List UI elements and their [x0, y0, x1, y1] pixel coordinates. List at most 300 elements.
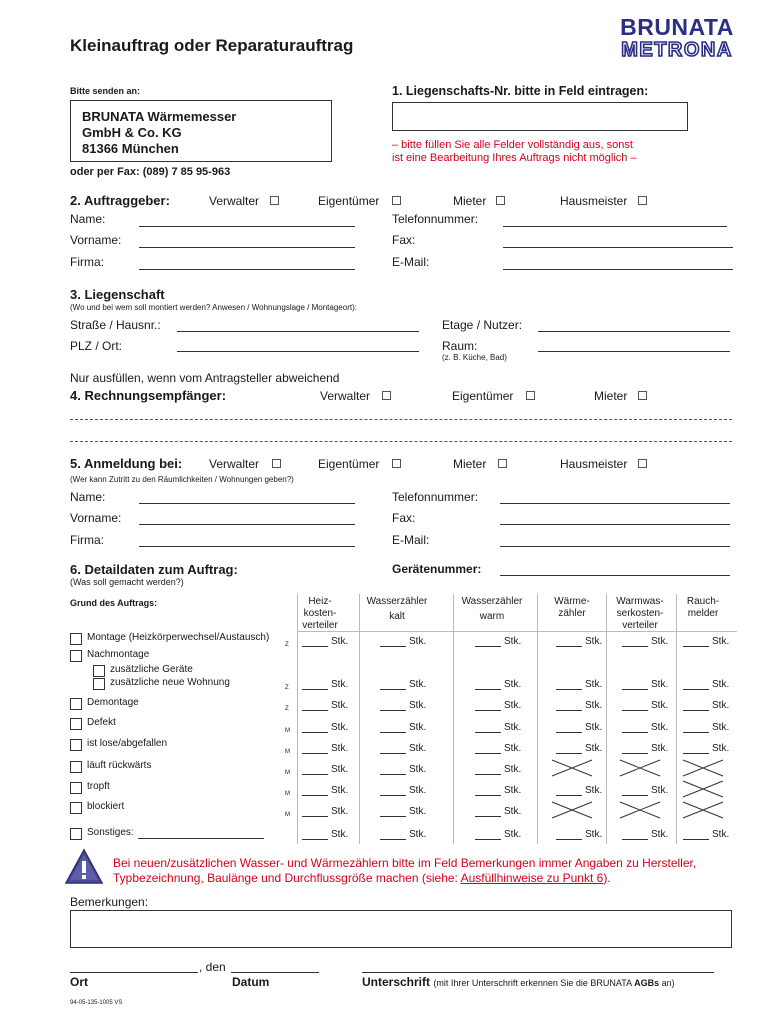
quantity-blank[interactable] [475, 636, 501, 647]
reason-checkbox[interactable] [70, 718, 82, 730]
col-header-line: Warmwas- [616, 596, 664, 607]
quantity-field[interactable] [556, 785, 602, 796]
quantity-field[interactable] [475, 743, 521, 754]
quantity-unit: Stk. [409, 636, 427, 647]
quantity-blank[interactable] [302, 806, 328, 817]
col-header-line: zähler [558, 608, 586, 619]
section-4-title: 4. Rechnungsempfänger: [70, 388, 227, 403]
reason-label: blockiert [87, 801, 125, 812]
reason-code: M [285, 812, 290, 818]
quantity-blank[interactable] [380, 636, 406, 647]
quantity-unit: Stk. [651, 679, 669, 690]
quantity-blank[interactable] [302, 829, 328, 840]
quantity-blank[interactable] [475, 700, 501, 711]
s5-email-field[interactable] [500, 546, 730, 547]
den-label: , den [199, 960, 226, 974]
reason-checkbox[interactable] [70, 761, 82, 773]
quantity-field[interactable] [302, 829, 348, 840]
quantity-field[interactable] [302, 722, 348, 733]
s2-telefon-label: Telefonnummer: [392, 212, 479, 226]
quantity-field[interactable] [380, 636, 426, 647]
quantity-field[interactable] [683, 700, 729, 711]
quantity-blank[interactable] [380, 743, 406, 754]
quantity-field[interactable] [302, 764, 348, 775]
quantity-unit: Stk. [331, 722, 349, 733]
quantity-unit: Stk. [409, 700, 427, 711]
quantity-blank[interactable] [683, 722, 709, 733]
signature-note-suffix: an) [659, 978, 675, 988]
s5-name-label: Name: [70, 490, 106, 504]
quantity-blank[interactable] [556, 679, 582, 690]
quantity-blank[interactable] [556, 785, 582, 796]
s2-role-verwalter-label: Verwalter [209, 194, 260, 208]
quantity-field[interactable] [622, 679, 668, 690]
section-3-subtitle: (Wo und bei wem soll montiert werden? Anwesen / Wohnungslage / Montageort): [70, 303, 357, 312]
quantity-field[interactable] [380, 722, 426, 733]
quantity-unit: Stk. [331, 743, 349, 754]
logo-bottom-text: METRONA [621, 39, 733, 60]
s5-role-hausmeister-label: Hausmeister [560, 457, 628, 471]
quantity-unit: Stk. [409, 679, 427, 690]
reason-code: M [285, 770, 290, 776]
quantity-unit: Stk. [585, 785, 603, 796]
s5-mieter-checkbox[interactable] [498, 459, 507, 468]
quantity-unit: Stk. [331, 679, 349, 690]
quantity-field[interactable] [302, 743, 348, 754]
s5-role-mieter-label: Mieter [453, 457, 487, 471]
quantity-blank[interactable] [380, 806, 406, 817]
quantity-field[interactable] [556, 722, 602, 733]
quantity-blank[interactable] [556, 743, 582, 754]
s3-plz-label: PLZ / Ort: [70, 339, 123, 353]
signature-label-line [362, 975, 675, 989]
quantity-blank[interactable] [475, 764, 501, 775]
not-applicable-cross-icon [550, 800, 594, 820]
quantity-unit: Stk. [331, 700, 349, 711]
quantity-unit: Stk. [504, 679, 522, 690]
quantity-field[interactable] [302, 806, 348, 817]
s3-plz-field[interactable] [177, 351, 419, 352]
s5-telefon-label: Telefonnummer: [392, 490, 479, 504]
quantity-blank[interactable] [683, 700, 709, 711]
address-line-1: BRUNATA Wärmemesser [82, 109, 237, 124]
quantity-blank[interactable] [380, 700, 406, 711]
quantity-unit: Stk. [331, 636, 349, 647]
section-6-subtitle: (Was soll gemacht werden?) [70, 577, 184, 587]
col-header-line: verteiler [622, 620, 658, 631]
quantity-field[interactable] [380, 700, 426, 711]
reason-code: Z [285, 685, 289, 691]
quantity-blank[interactable] [622, 743, 648, 754]
quantity-blank[interactable] [475, 722, 501, 733]
reason-label: Montage (Heizkörperwechsel/Austausch) [87, 632, 270, 643]
quantity-unit: Stk. [331, 829, 349, 840]
fax-line: oder per Fax: (089) 7 85 95-963 [70, 166, 231, 178]
not-applicable-cross-icon [681, 779, 725, 799]
s2-email-label: E-Mail: [392, 255, 430, 269]
s5-telefon-field[interactable] [500, 503, 730, 504]
table-header-divider [297, 631, 737, 632]
quantity-blank[interactable] [556, 722, 582, 733]
s2-vorname-field[interactable] [139, 247, 355, 248]
quantity-unit: Stk. [585, 743, 603, 754]
warning-line-2-suffix: ). [603, 871, 611, 885]
s4-role-verwalter-label: Verwalter [320, 389, 371, 403]
quantity-unit: Stk. [331, 806, 349, 817]
address-line-2: GmbH & Co. KG [82, 125, 182, 140]
reason-checkbox[interactable] [70, 650, 82, 662]
quantity-field[interactable] [622, 722, 668, 733]
section-4-pre-note: Nur ausfüllen, wenn vom Antragsteller abweichend [70, 371, 340, 385]
s4-role-mieter-label: Mieter [594, 389, 628, 403]
quantity-blank[interactable] [302, 743, 328, 754]
sonstiges-field[interactable] [138, 838, 264, 839]
quantity-unit: Stk. [651, 829, 669, 840]
reason-checkbox[interactable] [70, 739, 82, 751]
reason-code: Z [285, 642, 289, 648]
reason-checkbox[interactable] [93, 678, 105, 690]
quantity-field[interactable] [683, 679, 729, 690]
quantity-field[interactable] [683, 743, 729, 754]
s5-name-field[interactable] [139, 503, 355, 504]
quantity-unit: Stk. [651, 636, 669, 647]
s3-room-label: Raum: [442, 339, 478, 353]
s4-recipient-line-1[interactable] [70, 419, 732, 420]
quantity-blank[interactable] [302, 722, 328, 733]
form-code: 94-05-135-1005 VS [70, 1000, 123, 1006]
section-2-title: 2. Auftraggeber: [70, 193, 170, 208]
reason-checkbox[interactable] [70, 633, 82, 645]
quantity-blank[interactable] [475, 743, 501, 754]
quantity-blank[interactable] [302, 679, 328, 690]
s3-floor-field[interactable] [538, 331, 730, 332]
not-applicable-cross-icon [550, 758, 594, 778]
warning-line-2 [113, 871, 611, 885]
quantity-unit: Stk. [651, 722, 669, 733]
datum-field[interactable] [231, 972, 319, 973]
quantity-field[interactable] [302, 679, 348, 690]
quantity-unit: Stk. [504, 764, 522, 775]
quantity-field[interactable] [380, 806, 426, 817]
reason-label: läuft rückwärts [87, 760, 152, 771]
s5-firma-label: Firma: [70, 533, 104, 547]
quantity-field[interactable] [622, 743, 668, 754]
col-header-line: kosten- [303, 608, 337, 619]
quantity-blank[interactable] [475, 679, 501, 690]
remarks-label: Bemerkungen: [70, 895, 149, 909]
quantity-unit: Stk. [504, 722, 522, 733]
quantity-blank[interactable] [622, 700, 648, 711]
quantity-unit: Stk. [712, 743, 730, 754]
quantity-blank[interactable] [556, 829, 582, 840]
quantity-unit: Stk. [651, 700, 669, 711]
s3-street-field[interactable] [177, 331, 419, 332]
notice-line-2: ist eine Bearbeitung Ihres Auftrags nicht möglich – [392, 152, 637, 164]
device-no-label: Gerätenummer: [392, 562, 482, 576]
quantity-unit: Stk. [651, 785, 669, 796]
quantity-field[interactable] [475, 785, 521, 796]
quantity-field[interactable] [475, 722, 521, 733]
quantity-unit: Stk. [409, 806, 427, 817]
col-header-line: Wärme- [554, 596, 590, 607]
signature-note-agb: AGBs [634, 978, 660, 988]
s2-firma-label: Firma: [70, 255, 104, 269]
quantity-field[interactable] [683, 636, 729, 647]
quantity-blank[interactable] [622, 785, 648, 796]
s2-name-field[interactable] [139, 226, 355, 227]
quantity-unit: Stk. [585, 679, 603, 690]
quantity-blank[interactable] [622, 829, 648, 840]
quantity-unit: Stk. [331, 785, 349, 796]
col-header-line: verteiler [302, 620, 338, 631]
property-no-label: 1. Liegenschafts-Nr. bitte in Feld eintragen: [392, 84, 649, 98]
quantity-blank[interactable] [475, 806, 501, 817]
s3-room-hint: (z. B. Küche, Bad) [442, 353, 507, 362]
quantity-field[interactable] [622, 829, 668, 840]
quantity-field[interactable] [302, 700, 348, 711]
quantity-blank[interactable] [556, 636, 582, 647]
s5-eigentuemer-checkbox[interactable] [392, 459, 401, 468]
s2-role-eigentuemer-label: Eigentümer [318, 194, 380, 208]
not-applicable-cross-icon [681, 758, 725, 778]
quantity-blank[interactable] [302, 700, 328, 711]
quantity-field[interactable] [556, 829, 602, 840]
quantity-blank[interactable] [380, 722, 406, 733]
reason-checkbox[interactable] [70, 782, 82, 794]
quantity-field[interactable] [556, 700, 602, 711]
quantity-field[interactable] [302, 785, 348, 796]
s4-recipient-line-2[interactable] [70, 441, 732, 442]
quantity-field[interactable] [302, 636, 348, 647]
col-header-wz-warm [456, 596, 528, 623]
signature-note-prefix: (mit Ihrer Unterschrift erkennen Sie die BRUNATA [433, 978, 635, 988]
ort-label: Ort [70, 975, 88, 989]
signature-field[interactable] [362, 972, 714, 973]
quantity-field[interactable] [556, 743, 602, 754]
reason-checkbox[interactable] [70, 802, 82, 814]
reason-code: M [285, 791, 290, 797]
s5-vorname-label: Vorname: [70, 511, 122, 525]
quantity-field[interactable] [475, 806, 521, 817]
s5-role-verwalter-label: Verwalter [209, 457, 260, 471]
reason-label: tropft [87, 781, 110, 792]
section-5-subtitle: (Wer kann Zutritt zu den Räumlichkeiten / Wohnungen geben?) [70, 475, 294, 484]
quantity-blank[interactable] [302, 764, 328, 775]
quantity-unit: Stk. [504, 806, 522, 817]
quantity-field[interactable] [475, 700, 521, 711]
s2-hausmeister-checkbox[interactable] [638, 196, 647, 205]
warning-triangle-graphic [64, 848, 104, 886]
reason-checkbox[interactable] [70, 698, 82, 710]
quantity-blank[interactable] [683, 679, 709, 690]
warning-help-link[interactable]: Ausfüllhinweise zu Punkt 6 [460, 871, 604, 885]
signature-label: Unterschrift [362, 975, 431, 989]
reason-label: ist lose/abgefallen [87, 738, 168, 749]
col-header-line: Heiz- [308, 596, 332, 607]
quantity-unit: Stk. [651, 743, 669, 754]
s4-verwalter-checkbox[interactable] [382, 391, 391, 400]
quantity-blank[interactable] [556, 700, 582, 711]
quantity-field[interactable] [475, 829, 521, 840]
quantity-unit: Stk. [712, 679, 730, 690]
quantity-field[interactable] [380, 679, 426, 690]
s5-fax-field[interactable] [500, 524, 730, 525]
quantity-unit: Stk. [712, 722, 730, 733]
section-6-title: 6. Detaildaten zum Auftrag: [70, 562, 238, 577]
s5-vorname-field[interactable] [139, 524, 355, 525]
quantity-field[interactable] [380, 743, 426, 754]
logo-graphic [612, 14, 742, 60]
brunata-metrona-logo [612, 14, 742, 60]
s4-mieter-checkbox[interactable] [638, 391, 647, 400]
quantity-unit: Stk. [712, 636, 730, 647]
s3-floor-label: Etage / Nutzer: [442, 318, 523, 332]
quantity-field[interactable] [475, 764, 521, 775]
reason-label: Defekt [87, 717, 116, 728]
reason-checkbox[interactable] [93, 665, 105, 677]
quantity-blank[interactable] [380, 829, 406, 840]
quantity-blank[interactable] [475, 785, 501, 796]
reason-label: Nachmontage [87, 649, 150, 660]
s2-fax-label: Fax: [392, 233, 416, 247]
col-header-line: warm [479, 611, 505, 622]
s5-email-label: E-Mail: [392, 533, 430, 547]
s2-telefon-field[interactable] [503, 226, 727, 227]
quantity-blank[interactable] [380, 679, 406, 690]
s2-role-hausmeister-label: Hausmeister [560, 194, 628, 208]
quantity-blank[interactable] [302, 785, 328, 796]
s2-firma-field[interactable] [139, 269, 355, 270]
quantity-unit: Stk. [409, 829, 427, 840]
reason-label: Sonstiges: [87, 827, 134, 838]
quantity-unit: Stk. [504, 636, 522, 647]
s5-role-eigentuemer-label: Eigentümer [318, 457, 380, 471]
quantity-blank[interactable] [380, 785, 406, 796]
quantity-field[interactable] [380, 764, 426, 775]
quantity-unit: Stk. [504, 700, 522, 711]
quantity-field[interactable] [475, 636, 521, 647]
quantity-unit: Stk. [585, 636, 603, 647]
col-header-rauch [667, 596, 739, 620]
quantity-unit: Stk. [409, 722, 427, 733]
quantity-blank[interactable] [622, 636, 648, 647]
s4-role-eigentuemer-label: Eigentümer [452, 389, 514, 403]
quantity-field[interactable] [683, 829, 729, 840]
quantity-field[interactable] [622, 636, 668, 647]
warning-line-1: Bei neuen/zusätzlichen Wasser- und Wärmezählern bitte im Feld Bemerkungen immer Angaben zu Hersteller, [113, 856, 697, 870]
notice-line-1: – bitte füllen Sie alle Felder vollständig aus, sonst [392, 139, 633, 151]
s2-mieter-checkbox[interactable] [496, 196, 505, 205]
s3-room-field[interactable] [538, 351, 730, 352]
quantity-unit: Stk. [712, 829, 730, 840]
not-applicable-cross-icon [618, 800, 662, 820]
quantity-unit: Stk. [504, 743, 522, 754]
quantity-blank[interactable] [302, 636, 328, 647]
datum-label: Datum [232, 975, 270, 989]
device-no-field[interactable] [500, 575, 730, 576]
quantity-unit: Stk. [585, 722, 603, 733]
quantity-field[interactable] [380, 829, 426, 840]
send-to-label: Bitte senden an: [70, 86, 141, 96]
section-5-title: 5. Anmeldung bei: [70, 456, 183, 471]
quantity-unit: Stk. [409, 743, 427, 754]
reason-checkbox[interactable] [70, 828, 82, 840]
quantity-unit: Stk. [409, 785, 427, 796]
logo-top-text: BRUNATA [620, 14, 734, 40]
quantity-field[interactable] [380, 785, 426, 796]
quantity-blank[interactable] [683, 829, 709, 840]
s3-street-label: Straße / Hausnr.: [70, 318, 161, 332]
reason-label: Demontage [87, 697, 139, 708]
reason-header: Grund des Auftrags: [70, 598, 158, 608]
col-header-warmwasser [604, 596, 676, 632]
reason-label: zusätzliche Geräte [110, 664, 193, 675]
s5-hausmeister-checkbox[interactable] [638, 459, 647, 468]
quantity-blank[interactable] [622, 722, 648, 733]
quantity-blank[interactable] [683, 743, 709, 754]
quantity-unit: Stk. [712, 700, 730, 711]
quantity-unit: Stk. [331, 764, 349, 775]
s2-verwalter-checkbox[interactable] [270, 196, 279, 205]
quantity-blank[interactable] [683, 636, 709, 647]
col-header-heizkosten [284, 596, 356, 632]
col-header-line: Rauch- [686, 596, 720, 607]
col-header-line: Wasserzähler [366, 596, 428, 607]
warning-icon [64, 848, 104, 886]
s5-verwalter-checkbox[interactable] [272, 459, 281, 468]
page-title: Kleinauftrag oder Reparaturauftrag [70, 36, 354, 55]
col-header-waerme [536, 596, 608, 620]
s5-fax-label: Fax: [392, 511, 416, 525]
quantity-field[interactable] [622, 785, 668, 796]
quantity-field[interactable] [556, 636, 602, 647]
address-line-3: 81366 München [82, 141, 179, 156]
quantity-unit: Stk. [409, 764, 427, 775]
quantity-unit: Stk. [585, 829, 603, 840]
s2-eigentuemer-checkbox[interactable] [392, 196, 401, 205]
s2-role-mieter-label: Mieter [453, 194, 487, 208]
warning-line-2-prefix: Typbezeichnung, Baulänge und Durchflussgröße machen (siehe: [113, 871, 461, 885]
s2-email-field[interactable] [503, 269, 733, 270]
s2-name-label: Name: [70, 212, 106, 226]
quantity-field[interactable] [475, 679, 521, 690]
section-3-title: 3. Liegenschaft [70, 287, 165, 302]
property-no-input[interactable] [392, 102, 688, 131]
quantity-field[interactable] [683, 722, 729, 733]
reason-label: zusätzliche neue Wohnung [110, 677, 230, 688]
quantity-blank[interactable] [380, 764, 406, 775]
quantity-blank[interactable] [475, 829, 501, 840]
quantity-blank[interactable] [622, 679, 648, 690]
s2-vorname-label: Vorname: [70, 233, 122, 247]
s5-firma-field[interactable] [139, 546, 355, 547]
s2-fax-field[interactable] [503, 247, 733, 248]
col-header-line: Wasserzähler [461, 596, 523, 607]
reason-code: Z [285, 706, 289, 712]
col-header-line: melder [687, 608, 719, 619]
col-header-line: kalt [389, 611, 405, 622]
reason-code: M [285, 749, 290, 755]
quantity-unit: Stk. [585, 700, 603, 711]
remarks-input[interactable] [70, 910, 732, 948]
s4-eigentuemer-checkbox[interactable] [526, 391, 535, 400]
quantity-field[interactable] [622, 700, 668, 711]
col-header-wz-kalt [361, 596, 433, 623]
quantity-field[interactable] [556, 679, 602, 690]
not-applicable-cross-icon [618, 758, 662, 778]
ort-field[interactable] [70, 972, 198, 973]
col-header-line: serkosten- [616, 608, 664, 619]
